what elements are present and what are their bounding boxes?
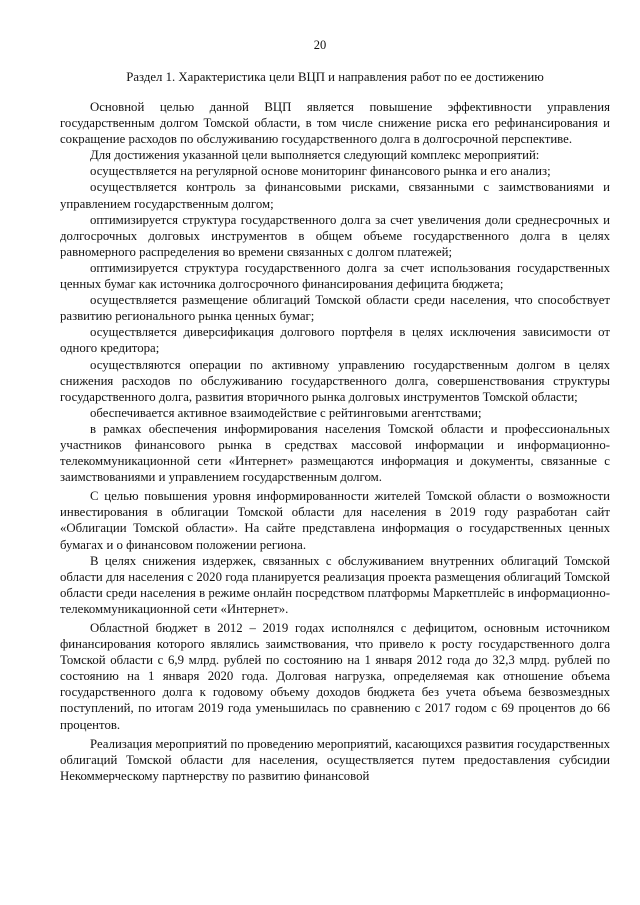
paragraph-subsidy: Реализация мероприятий по проведению мероприятий, касающихся развития государственных облигаций Томской области для населения, осуществляется путем предоставления субсидии Некоммерческому партнерству по развитию финансовой	[60, 736, 610, 783]
list-item: осуществляется размещение облигаций Томской области среди населения, что способствует развитию регионального рынка ценных бумаг;	[60, 293, 610, 324]
list-item: осуществляется контроль за финансовыми рисками, связанными с заимствованиями и управлением государственным долгом;	[60, 180, 610, 211]
list-item: осуществляются операции по активному управлению государственным долгом в целях снижения расходов по обслуживанию государственного долга, совершенствования структуры государственного долга, развития вторичного рынка долговых инструментов Томской области;	[60, 357, 610, 404]
list-item: в рамках обеспечения информирования населения Томской области и профессиональных участников финансового рынка в средствах массовой информации и информационно-телекоммуникационной сети «Интернет» размещаются информация и документы, связанные с заимствованиями и управлением государственным долгом.	[60, 421, 610, 485]
list-item: оптимизируется структура государственного долга за счет использования государственных ценных бумаг как источника долгосрочного финансирования дефицита бюджета;	[60, 260, 610, 292]
paragraph-marketplace: В целях снижения издержек, связанных с обслуживанием внутренних облигаций Томской области для населения с 2020 года планируется реализация проекта размещения облигаций Томской области среди населения в режиме онлайн посредством платформы Маркетплейс в информационно-телекоммуникационной сети «Интернет».	[60, 553, 610, 616]
list-item: осуществляется диверсификация долгового портфеля в целях исключения зависимости от одного кредитора;	[60, 325, 610, 356]
body-text	[60, 99, 610, 784]
paragraph-budget: Областной бюджет в 2012 – 2019 годах исполнялся с дефицитом, основным источником финансирования которого являлись заимствования, что привело к росту государственного долга Томской области с 6,9 млрд. рублей по состоянию на 1 января 2012 года до 32,3 млрд. рублей по состоянию на 1 января 2020 года. Долговая нагрузка, определяемая как отношение объема государственного долга к годовому объему доходов бюджета без учета объема безвозмездных поступлений, по итогам 2019 года уменьшилась по сравнению с 2017 годом с 69 процентов до 66 процентов.	[60, 621, 610, 732]
page-number: 20	[313, 38, 327, 52]
list-item: осуществляется на регулярной основе мониторинг финансового рынка и его анализ;	[90, 164, 551, 179]
section-title: Раздел 1. Характеристика цели ВЦП и направления работ по ее достижению	[126, 70, 544, 84]
paragraph-measures-intro: Для достижения указанной цели выполняется следующий комплекс мероприятий:	[90, 148, 540, 163]
paragraph-goal: Основной целью данной ВЦП является повышение эффективности управления государственным долгом Томской области, в том числе снижение риска его рефинансирования и сокращение расходов по обслуживанию государственного долга в долгосрочной перспективе.	[60, 100, 610, 147]
paragraph-website: С целью повышения уровня информированности жителей Томской области о возможности инвестирования в облигации Томской области для населения в 2019 году разработан сайт «Облигации Томской области». На сайте представлена информация о государственных ценных бумагах и о финансовом положении региона.	[60, 489, 610, 552]
list-item: оптимизируется структура государственного долга за счет увеличения доли среднесрочных и долгосрочных долговых инструментов в общем объеме государственного долга в целях равномерного распределения во времени связанных с долгом платежей;	[60, 212, 610, 259]
list-item: обеспечивается активное взаимодействие с рейтинговыми агентствами;	[90, 405, 482, 420]
